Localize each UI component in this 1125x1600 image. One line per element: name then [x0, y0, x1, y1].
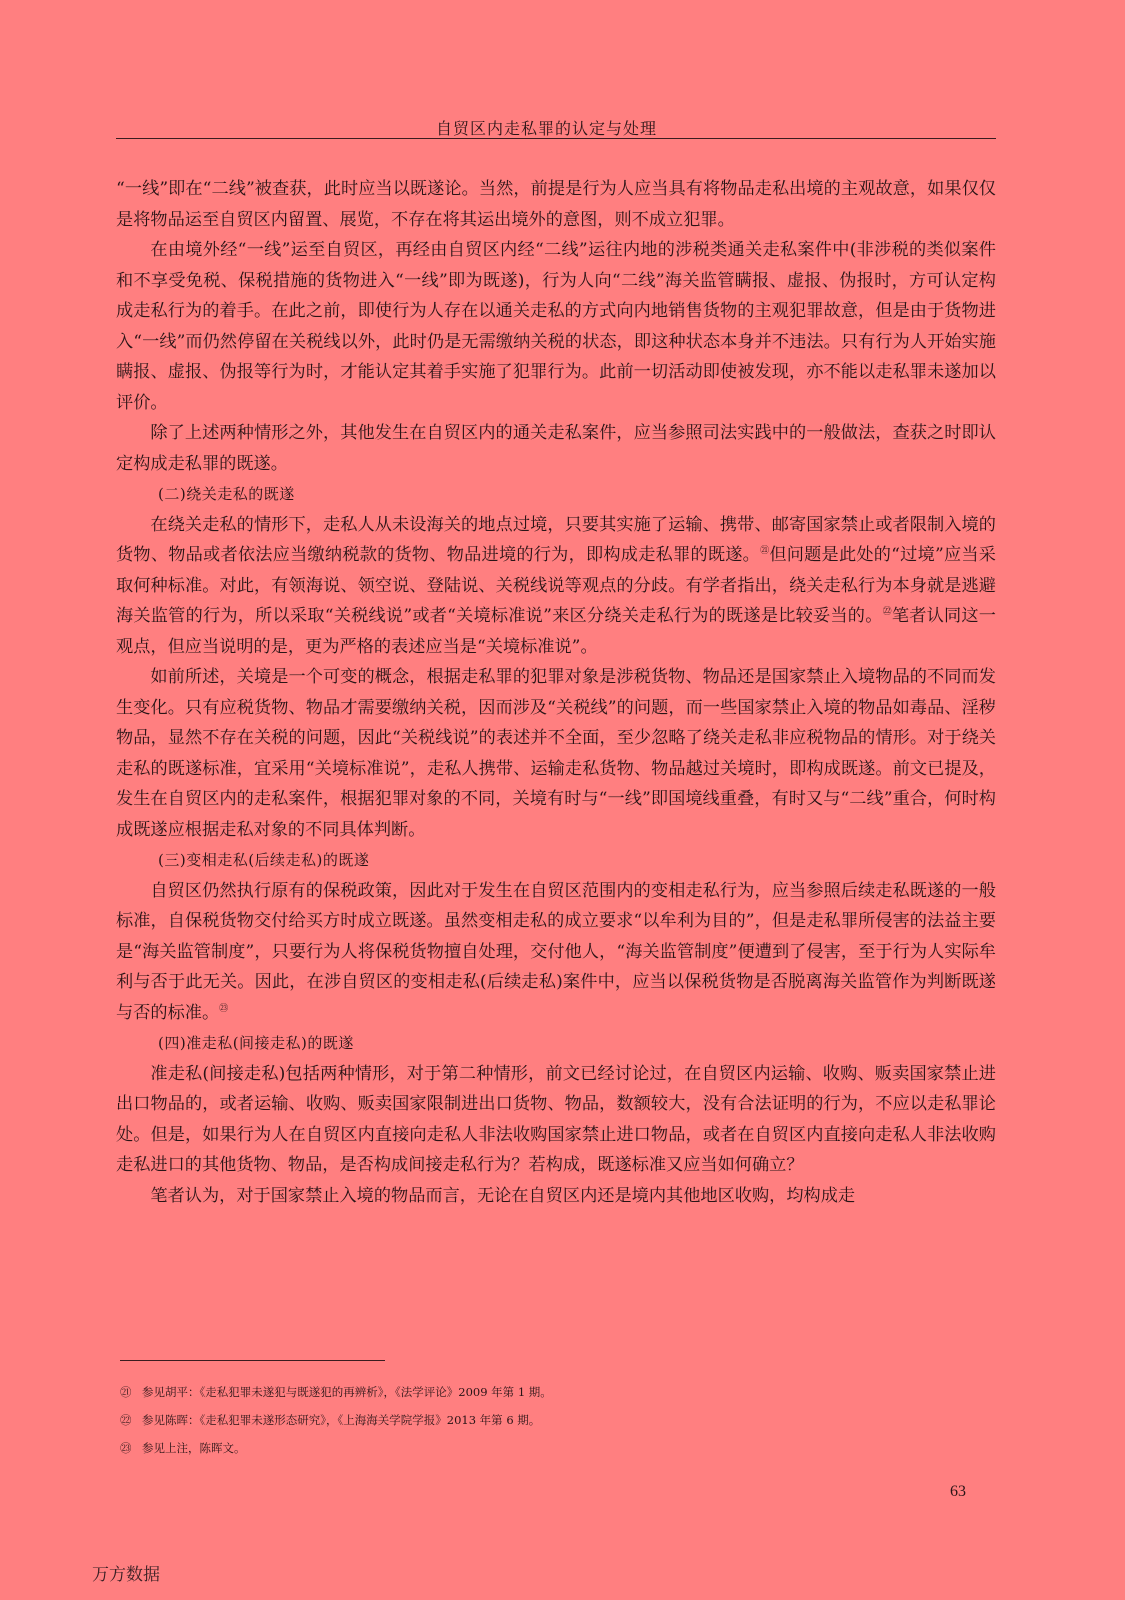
page-number: 63	[950, 1483, 966, 1500]
watermark: 万方数据	[92, 1565, 160, 1585]
footnote-marker: ㉓	[219, 1003, 229, 1014]
footnotes	[120, 1378, 1000, 1462]
paragraph: 如前所述，关境是一个可变的概念，根据走私罪的犯罪对象是涉税货物、物品还是国家禁止入境物品的不同而发生变化。只有应税货物、物品才需要缴纳关税，因而涉及“关税线”的问题，而一些国家禁止入境的物品如毒品、淫秽物品，显然不存在关税的问题，因此“关税线说”的表述并不全面，至少忽略了绕关走私非应税物品的情形。对于绕关走私的既遂标准，宜采用“关境标准说”，走私人携带、运输走私货物、物品越过关境时，即构成既遂。前文已提及，发生在自贸区内的走私案件，根据犯罪对象的不同，关境有时与“一线”即国境线重叠，有时又与“二线”重合，何时构成既遂应根据走私对象的不同具体判断。	[116, 667, 996, 840]
paragraph: 在由境外经“一线”运至自贸区，再经由自贸区内经“二线”运往内地的涉税类通关走私案件中(非涉税的类似案件和不享受免税、保税措施的货物进入“一线”即为既遂)，行为人向“二线”海关监管瞒报、虚报、伪报时，方可认定构成走私行为的着手。在此之前，即使行为人存在以通关走私的方式向内地销售货物的主观犯罪故意，但是由于货物进入“一线”而仍然停留在关税线以外，此时仍是无需缴纳关税的状态，即这种状态本身并不违法。只有行为人开始实施瞒报、虚报、伪报等行为时，才能认定其着手实施了犯罪行为。此前一切活动即使被发现，亦不能以走私罪未遂加以评价。	[116, 240, 996, 413]
footnote	[120, 1406, 1000, 1434]
footnote-text: 参见胡平：《走私犯罪未遂犯与既遂犯的再辨析》，《法学评论》2009 年第 1 期。	[142, 1385, 552, 1399]
section-heading: (二)绕关走私的既遂	[158, 485, 295, 503]
paragraph	[116, 876, 996, 1029]
paragraph: 笔者认为，对于国家禁止入境的物品而言，无论在自贸区内还是境内其他地区收购，均构成走	[150, 1185, 856, 1206]
paragraph-text: 但问题是此处的“过境”应当采取何种标准。对此，有领海说、领空说、登陆说、关税线说等观点的分歧。有学者指出，绕关走私行为本身就是逃避海关监管的行为，所以采取“关税线说”或者“关境标准说”来区分绕关走私行为的既遂是比较妥当的。	[116, 545, 996, 626]
running-header	[116, 116, 996, 139]
paragraph: 除了上述两种情形之外，其他发生在自贸区内的通关走私案件，应当参照司法实践中的一般做法，查获之时即认定构成走私罪的既遂。	[116, 423, 996, 474]
section-heading: (三)变相走私(后续走私)的既遂	[158, 851, 370, 869]
footnote	[120, 1434, 1000, 1462]
footnote-text: 参见陈晖：《走私犯罪未遂形态研究》，《上海海关学院学报》2013 年第 6 期。	[142, 1413, 541, 1427]
paragraph	[116, 510, 996, 663]
footnote-marker: ㉒	[882, 607, 892, 617]
footnote-number: ㉓	[120, 1441, 132, 1455]
footnote-number: ㉒	[120, 1413, 132, 1427]
paragraph-text: 自贸区仍然执行原有的保税政策，因此对于发生在自贸区范围内的变相走私行为，应当参照后续走私既遂的一般标准，自保税货物交付给买方时成立既遂。虽然变相走私的成立要求“以牟利为目的”，但是走私罪所侵害的法益主要是“海关监管制度”，只要行为人将保税货物擅自处理，交付他人，“海关监管制度”便遭到了侵害，至于行为人实际牟利与否于此无关。因此，在涉自贸区的变相走私(后续走私)案件中，应当以保税货物是否脱离海关监管作为判断既遂与否的标准。	[116, 880, 996, 1023]
running-header-title: 自贸区内走私罪的认定与处理	[436, 119, 658, 138]
footnote-divider	[120, 1360, 385, 1361]
paragraph: 准走私(间接走私)包括两种情形，对于第二种情形，前文已经讨论过，在自贸区内运输、收购、贩卖国家禁止进出口物品的，或者运输、收购、贩卖国家限制进出口货物、物品，数额较大，没有合法证明的行为，不应以走私罪论处。但是，如果行为人在自贸区内直接向走私人非法收购国家禁止进口物品，或者在自贸区内直接向走私人非法收购走私进口的其他货物、物品，是否构成间接走私行为？若构成，既遂标准又应当如何确立？	[116, 1063, 996, 1175]
paragraph-text: 笔者认同这一观点，但应当说明的是，更为严格的表述应当是“关境标准说”。	[116, 606, 996, 657]
article-body	[116, 174, 996, 1211]
footnote-number: ㉑	[120, 1385, 132, 1399]
footnote-text: 参见上注，陈晖文。	[142, 1441, 246, 1455]
footnote-marker: ㉑	[760, 546, 770, 556]
footnote	[120, 1378, 1000, 1406]
paragraph: “一线”即在“二线”被查获，此时应当以既遂论。当然，前提是行为人应当具有将物品走私出境的主观故意，如果仅仅是将物品运至自贸区内留置、展览，不存在将其运出境外的意图，则不成立犯罪。	[116, 179, 996, 230]
section-heading: (四)准走私(间接走私)的既遂	[158, 1034, 354, 1052]
paragraph-text: 在绕关走私的情形下，走私人从未设海关的地点过境，只要其实施了运输、携带、邮寄国家禁止或者限制入境的货物、物品或者依法应当缴纳税款的货物、物品进境的行为，即构成走私罪的既遂。	[116, 514, 996, 565]
